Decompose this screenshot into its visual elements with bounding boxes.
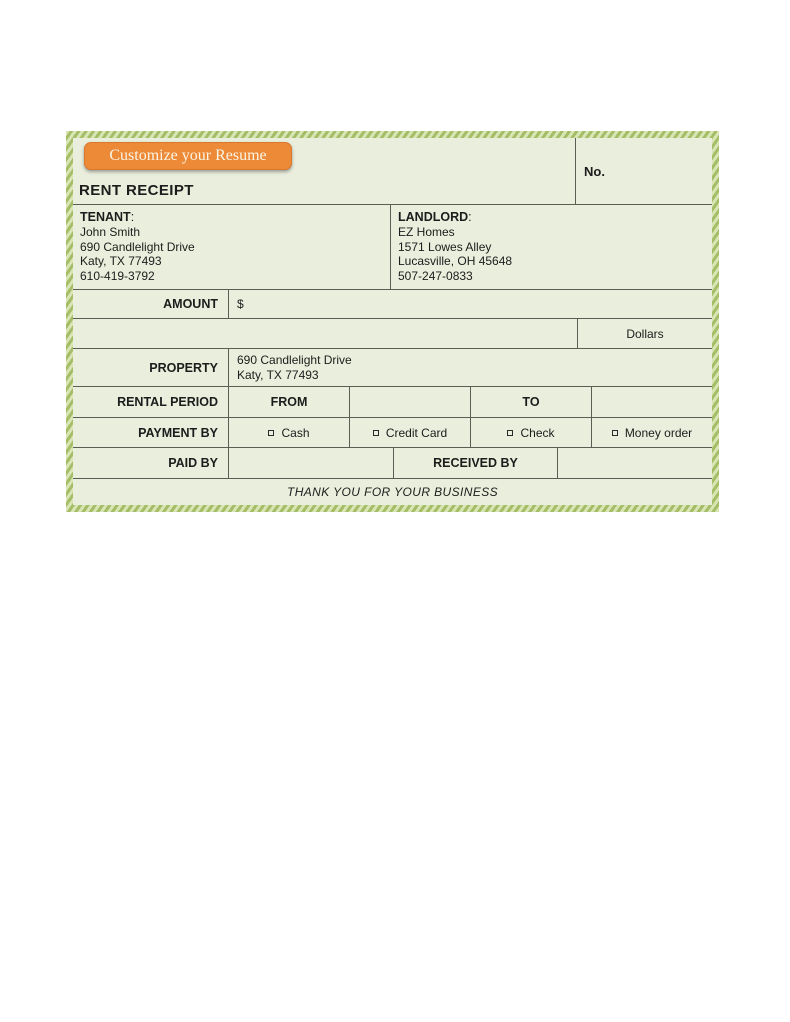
landlord-name: EZ Homes (398, 224, 455, 239)
header-left-cell (73, 138, 575, 204)
footer-row (73, 478, 712, 505)
rental-period-row (73, 386, 712, 417)
payment-by-row (73, 417, 712, 447)
property-label: PROPERTY (73, 349, 229, 386)
currency-symbol: $ (237, 297, 244, 311)
to-date-field[interactable] (591, 387, 712, 417)
amount-label: AMOUNT (73, 290, 229, 318)
received-by-label: RECEIVED BY (393, 448, 557, 478)
property-address-line1: 690 Candlelight Drive (237, 352, 352, 367)
tenant-name: John Smith (80, 224, 141, 239)
credit-card-option-label: Credit Card (385, 425, 448, 440)
tenant-phone: 610-419-3792 (80, 269, 155, 284)
receipt-title: RENT RECEIPT (79, 182, 194, 199)
rental-period-label: RENTAL PERIOD (73, 387, 229, 417)
customize-resume-button[interactable]: Customize your Resume (84, 142, 292, 170)
dollars-row (73, 318, 712, 348)
credit-card-checkbox-icon[interactable] (373, 430, 379, 436)
dollars-label: Dollars (577, 319, 712, 348)
received-by-field[interactable] (557, 448, 712, 478)
money-order-option-label: Money order (624, 425, 693, 440)
tenant-label: TENANT: (80, 210, 135, 224)
payment-option-check[interactable] (470, 418, 591, 447)
from-date-field[interactable] (349, 387, 470, 417)
receipt-body (73, 138, 712, 505)
landlord-label: LANDLORD: (398, 210, 472, 224)
paid-by-row (73, 447, 712, 478)
property-address (229, 349, 712, 386)
landlord-address-line2: Lucasville, OH 45648 (398, 254, 513, 269)
tenant-address-line1: 690 Candlelight Drive (80, 239, 195, 254)
payment-by-label: PAYMENT BY (73, 418, 229, 447)
tenant-cell (73, 205, 390, 289)
receipt-number-cell[interactable] (575, 138, 712, 204)
cash-checkbox-icon[interactable] (268, 430, 274, 436)
rent-receipt (66, 131, 719, 512)
paid-by-label: PAID BY (73, 448, 229, 478)
check-checkbox-icon[interactable] (507, 430, 513, 436)
amount-input-field[interactable] (229, 290, 712, 318)
from-label: FROM (270, 395, 308, 409)
payment-option-money-order[interactable] (591, 418, 712, 447)
paid-by-field[interactable] (229, 448, 393, 478)
payment-option-credit-card[interactable] (349, 418, 470, 447)
to-label: TO (470, 387, 591, 417)
cash-option-label: Cash (281, 425, 310, 440)
tenant-address-line2: Katy, TX 77493 (80, 254, 162, 269)
landlord-address-line1: 1571 Lowes Alley (398, 239, 492, 254)
header-row (73, 138, 712, 204)
parties-row (73, 204, 712, 289)
landlord-phone: 507-247-0833 (398, 269, 473, 284)
receipt-number-label: No. (584, 163, 605, 179)
amount-row (73, 289, 712, 318)
landlord-cell (390, 205, 712, 289)
property-row (73, 348, 712, 386)
amount-words-field[interactable] (73, 319, 577, 348)
check-option-label: Check (520, 425, 555, 440)
money-order-checkbox-icon[interactable] (612, 430, 618, 436)
thank-you-message: THANK YOU FOR YOUR BUSINESS (286, 485, 499, 499)
payment-option-cash[interactable] (229, 418, 349, 447)
property-address-line2: Katy, TX 77493 (237, 367, 319, 382)
